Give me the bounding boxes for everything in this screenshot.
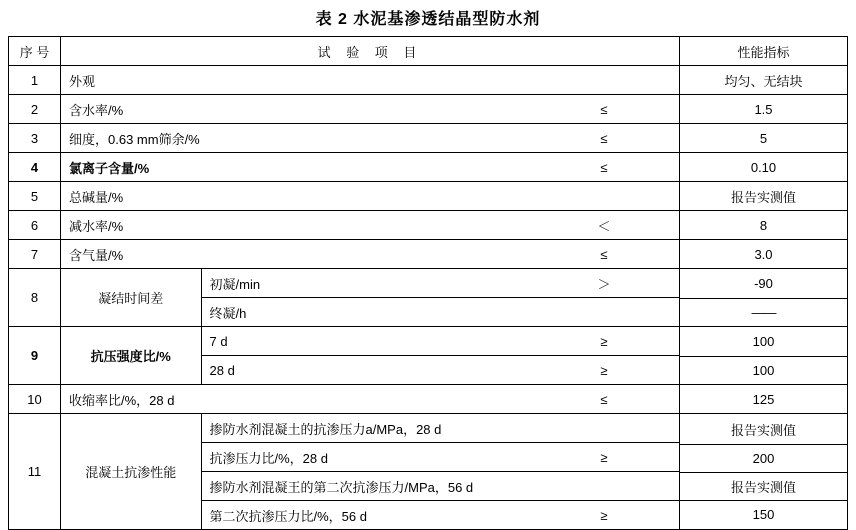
table-title: 表 2 水泥基渗透结晶型防水剂 bbox=[315, 11, 541, 28]
row-seq: 11 bbox=[9, 414, 61, 530]
sub-row-value: 150 bbox=[680, 500, 847, 528]
header-item: 试 验 项 目 bbox=[61, 37, 680, 66]
row-item-operator: ≤ bbox=[600, 130, 608, 146]
table-row-group-11 bbox=[9, 414, 848, 530]
sub-row-label: 28 d bbox=[209, 362, 235, 378]
row-item bbox=[61, 66, 680, 95]
table-row bbox=[9, 385, 848, 414]
sub-row-item bbox=[201, 414, 679, 443]
row-item-operator: ≤ bbox=[600, 101, 608, 117]
group-inner-table bbox=[61, 414, 679, 529]
sub-row-value: —— bbox=[680, 298, 847, 326]
table-row bbox=[9, 124, 848, 153]
sub-row-label: 7 d bbox=[209, 333, 228, 349]
table-row bbox=[9, 182, 848, 211]
row-item bbox=[61, 240, 680, 269]
row-item bbox=[61, 124, 680, 153]
row-item-label: 细度，0.63 mm筛余/% bbox=[69, 131, 200, 147]
sub-row-operator: ≥ bbox=[600, 362, 608, 378]
sub-row-item bbox=[201, 269, 679, 298]
row-value: 1.5 bbox=[680, 95, 848, 124]
table-row bbox=[9, 240, 848, 269]
row-seq: 1 bbox=[9, 66, 61, 95]
row-item bbox=[61, 269, 680, 327]
sub-row-operator: ≥ bbox=[600, 333, 608, 349]
row-item bbox=[61, 153, 680, 182]
row-item-label: 收缩率比/%，28 d bbox=[69, 392, 175, 408]
row-item-label: 外观 bbox=[69, 73, 96, 89]
sub-row-label: 抗渗压力比/%，28 d bbox=[209, 450, 328, 466]
sub-row-value: -90 bbox=[754, 276, 773, 291]
row-item bbox=[61, 414, 680, 530]
row-item-label: 氯离子含量/% bbox=[69, 160, 150, 176]
row-seq: 10 bbox=[9, 385, 61, 414]
row-value-group bbox=[680, 414, 848, 530]
row-seq: 3 bbox=[9, 124, 61, 153]
sub-row-operator: ≥ bbox=[600, 507, 608, 523]
group-inner-table bbox=[61, 327, 679, 384]
group-inner-table bbox=[61, 269, 679, 326]
sub-row-item bbox=[201, 443, 679, 472]
table-row bbox=[9, 95, 848, 124]
row-value: 5 bbox=[680, 124, 848, 153]
sub-row-value: 100 bbox=[680, 356, 847, 384]
row-item-label: 总碱量/% bbox=[69, 189, 124, 205]
sub-row-label: 第二次抗渗压力比/%，56 d bbox=[209, 508, 367, 524]
row-seq: 2 bbox=[9, 95, 61, 124]
header-value: 性能指标 bbox=[680, 37, 848, 66]
table-row-group-9 bbox=[9, 327, 848, 385]
sub-row-operator: ≥ bbox=[600, 449, 608, 465]
row-item-label: 含水率/% bbox=[69, 102, 124, 118]
row-value: 均匀、无结块 bbox=[680, 66, 848, 95]
table-row bbox=[9, 211, 848, 240]
row-seq: 5 bbox=[9, 182, 61, 211]
sub-row-label: 终凝/h bbox=[209, 305, 247, 321]
spec-table bbox=[8, 36, 848, 530]
row-item-label: 含气量/% bbox=[69, 247, 124, 263]
group-label: 凝结时间差 bbox=[61, 269, 201, 326]
group-label: 抗压强度比/% bbox=[61, 327, 201, 384]
sub-row-item bbox=[201, 501, 679, 530]
group-label: 混凝土抗渗性能 bbox=[61, 414, 201, 529]
row-value: 0.10 bbox=[680, 153, 848, 182]
row-value-group bbox=[680, 327, 848, 385]
row-item-operator: ＜ bbox=[597, 218, 611, 234]
row-value: 125 bbox=[680, 385, 848, 414]
sub-row-value: 报告实测值 bbox=[730, 423, 796, 438]
row-item-label: 减水率/% bbox=[69, 218, 124, 234]
sub-row-item bbox=[201, 298, 679, 327]
sub-row-item bbox=[201, 327, 679, 356]
sub-row-label: 掺防水剂混凝土的抗渗压力a/MPa，28 d bbox=[209, 421, 442, 437]
row-seq: 8 bbox=[9, 269, 61, 327]
row-item-operator: ≤ bbox=[600, 391, 608, 407]
row-item-operator: ≤ bbox=[600, 159, 608, 175]
row-seq: 9 bbox=[9, 327, 61, 385]
row-value-group bbox=[680, 269, 848, 327]
sub-row-item bbox=[201, 356, 679, 385]
row-seq: 7 bbox=[9, 240, 61, 269]
table-header-row bbox=[9, 37, 848, 66]
table-row bbox=[9, 153, 848, 182]
table-row-group-8 bbox=[9, 269, 848, 327]
sub-row-label: 初凝/min bbox=[209, 276, 261, 292]
row-item bbox=[61, 182, 680, 211]
row-item bbox=[61, 95, 680, 124]
sub-row-value: 报告实测值 bbox=[680, 472, 847, 500]
row-value: 3.0 bbox=[680, 240, 848, 269]
sub-row-value: 100 bbox=[752, 334, 775, 349]
row-item-operator: ≤ bbox=[600, 246, 608, 262]
sub-row-operator: ＞ bbox=[597, 276, 611, 292]
row-seq: 4 bbox=[9, 153, 61, 182]
sub-row-value: 200 bbox=[680, 444, 847, 472]
row-item bbox=[61, 385, 680, 414]
sub-row-item bbox=[201, 472, 679, 501]
row-item bbox=[61, 327, 680, 385]
row-seq: 6 bbox=[9, 211, 61, 240]
row-value: 8 bbox=[680, 211, 848, 240]
row-item bbox=[61, 211, 680, 240]
table-row bbox=[9, 66, 848, 95]
row-value: 报告实测值 bbox=[680, 182, 848, 211]
sub-row-label: 掺防水剂混凝王的第二次抗渗压力/MPa，56 d bbox=[209, 479, 474, 495]
header-seq: 序 号 bbox=[9, 37, 61, 66]
